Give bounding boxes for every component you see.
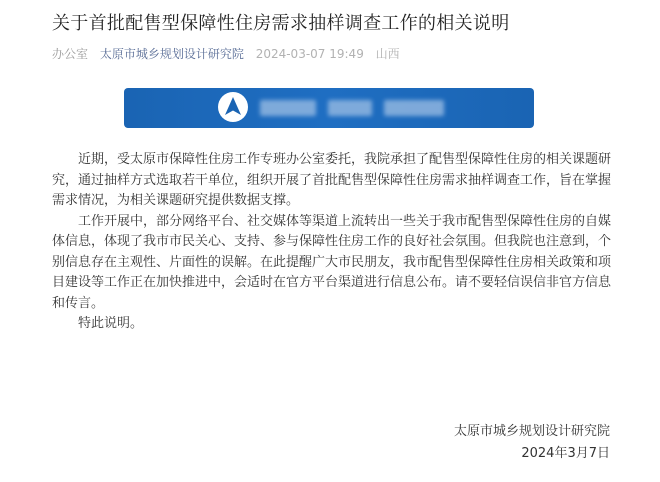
paragraph: 特此说明。 bbox=[78, 316, 144, 331]
account-banner[interactable] bbox=[124, 88, 534, 128]
article-title: 关于首批配售型保障性住房需求抽样调查工作的相关说明 bbox=[52, 13, 510, 34]
blurred-account-name bbox=[328, 100, 372, 116]
article-meta bbox=[52, 45, 408, 62]
meta-author: 办公室 bbox=[52, 47, 89, 61]
paragraph: 近期，受太原市保障性住房工作专班办公室委托，我院承担了配售型保障性住房的相关课题研究，通过抽样方式选取若干单位，组织开展了首批配售型保障性住房需求抽样调查工作，旨在掌握需求情况，为相关课题研究提供数据支撑。 bbox=[52, 152, 612, 208]
meta-datetime: 2024-03-07 19:49 bbox=[255, 47, 364, 61]
blurred-account-name bbox=[384, 100, 444, 116]
signature-date: 2024年3月7日 bbox=[521, 446, 610, 461]
paragraph: 工作开展中，部分网络平台、社交媒体等渠道上流转出一些关于我市配售型保障性住房的自媒体信息，体现了我市市民关心、支持、参与保障性住房工作的良好社会氛围。但我院也注意到，个别信息存在主观性、片面性的误解。在此提醒广大市民朋友，我市配售型保障性住房相关政策和项目建设等工作正在加快推进中，会适时在官方平台渠道进行信息公布。请不要轻信误信非官方信息和传言。 bbox=[52, 213, 612, 311]
meta-account-link[interactable]: 太原市城乡规划设计研究院 bbox=[99, 47, 244, 61]
meta-location: 山西 bbox=[375, 47, 400, 61]
signature-org: 太原市城乡规划设计研究院 bbox=[453, 424, 610, 439]
blurred-account-name bbox=[260, 100, 316, 116]
article-body bbox=[52, 150, 612, 335]
signature bbox=[454, 421, 610, 465]
navigation-arrow-icon bbox=[216, 90, 250, 124]
